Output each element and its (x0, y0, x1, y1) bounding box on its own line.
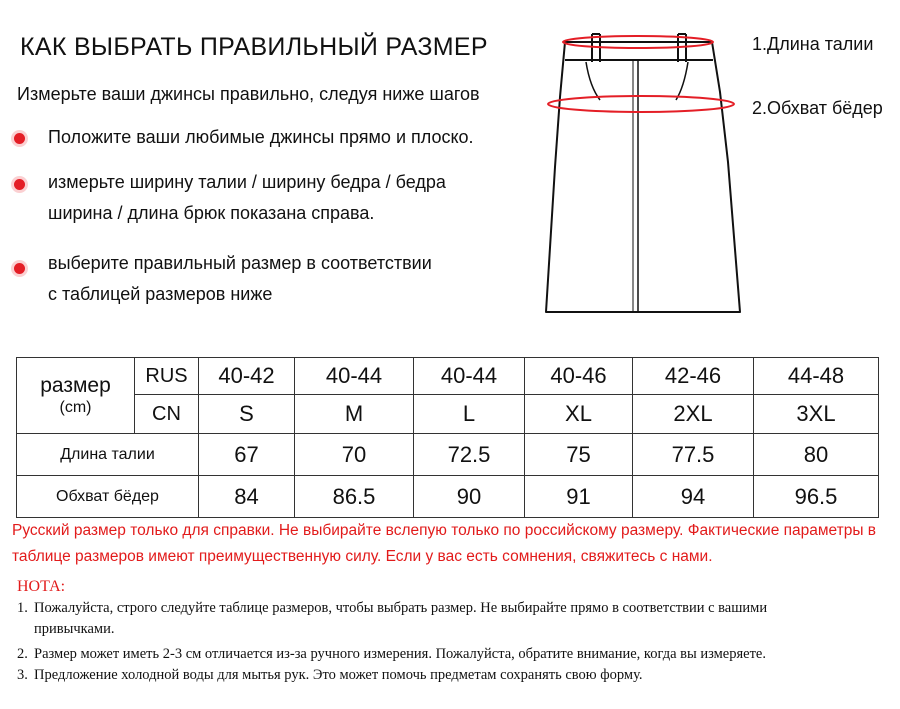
step-2-line-2: ширина / длина брюк показана справа. (48, 203, 375, 223)
step-2-line-1: измерьте ширину талии / ширину бедра / бедра (48, 172, 446, 192)
hip-measure-ellipse (548, 96, 734, 112)
cn-size-cell: M (295, 395, 414, 434)
rus-size-cell: 44-48 (754, 358, 879, 395)
note-number: 1. (17, 600, 28, 616)
waist-value-cell: 75 (525, 434, 633, 476)
cn-size-row (17, 395, 879, 434)
rus-size-cell: 42-46 (633, 358, 754, 395)
hip-row-label: Обхват бёдер (17, 476, 199, 518)
cn-size-cell: 3XL (754, 395, 879, 434)
note-item-1 (17, 598, 767, 640)
step-3-line-2: с таблицей размеров ниже (48, 284, 273, 304)
skirt-diagram (530, 22, 745, 322)
step-1 (48, 122, 474, 153)
skirt-outline (546, 42, 740, 312)
size-disclaimer: Русский размер только для справки. Не выбирайте вслепую только по российскому размеру. Фактические параметры в таблице размеров имеют преимущественную силу. Если у вас есть сомнения, свяжитесь с нами. (12, 522, 877, 565)
hip-value-cell: 91 (525, 476, 633, 518)
waist-value-cell: 70 (295, 434, 414, 476)
rus-size-cell: 40-42 (199, 358, 295, 395)
waist-value-cell: 80 (754, 434, 879, 476)
bullet-icon (14, 263, 25, 274)
hip-girth-label: 2.Обхват бёдер (752, 98, 883, 118)
step-3 (48, 248, 432, 310)
size-corner-cell (17, 358, 135, 434)
page-title: КАК ВЫБРАТЬ ПРАВИЛЬНЫЙ РАЗМЕР (20, 33, 488, 61)
rus-size-cell: 40-44 (295, 358, 414, 395)
waist-value-cell: 77.5 (633, 434, 754, 476)
hip-value-cell: 90 (414, 476, 525, 518)
waist-row (17, 434, 879, 476)
note-number: 3. (17, 667, 28, 683)
step-1-line-1: Положите ваши любимые джинсы прямо и плоско. (48, 127, 474, 147)
waist-length-label: 1.Длина талии (752, 34, 874, 54)
rus-label: RUS (135, 358, 199, 395)
cn-size-cell: S (199, 395, 295, 434)
note-text: Предложение холодной воды для мытья рук. Это может помочь предметам сохранять свою форму. (34, 667, 643, 683)
notes-title: НОТА: (17, 578, 66, 595)
waist-value-cell: 72.5 (414, 434, 525, 476)
bullet-icon (14, 133, 25, 144)
pocket-right (676, 62, 688, 100)
hip-value-cell: 96.5 (754, 476, 879, 518)
bullet-icon (14, 179, 25, 190)
note-text-continued: привычками. (34, 621, 115, 637)
rus-size-cell: 40-44 (414, 358, 525, 395)
rus-size-row (17, 358, 879, 395)
note-text: Пожалуйста, строго следуйте таблице размеров, чтобы выбрать размер. Не выбирайте прямо в соответствии с вашими (34, 600, 768, 616)
step-3-line-1: выберите правильный размер в соответствии (48, 253, 432, 273)
waist-row-label: Длина талии (17, 434, 199, 476)
hip-row (17, 476, 879, 518)
size-table (16, 357, 879, 518)
unit-label: (cm) (59, 398, 92, 416)
note-item-3 (17, 665, 643, 686)
cn-size-cell: L (414, 395, 525, 434)
hip-value-cell: 84 (199, 476, 295, 518)
waist-value-cell: 67 (199, 434, 295, 476)
cn-size-cell: 2XL (633, 395, 754, 434)
step-2 (48, 167, 446, 229)
note-item-2 (17, 644, 766, 665)
note-text: Размер может иметь 2-3 см отличается из-за ручного измерения. Пожалуйста, обратите внимание, когда вы измеряете. (34, 646, 766, 662)
note-number: 2. (17, 646, 28, 662)
size-header: размер (40, 373, 111, 397)
cn-label: CN (135, 395, 199, 434)
pocket-left (586, 62, 600, 100)
rus-size-cell: 40-46 (525, 358, 633, 395)
cn-size-cell: XL (525, 395, 633, 434)
instructions-subtitle: Измерьте ваши джинсы правильно, следуя ниже шагов (17, 84, 480, 104)
hip-value-cell: 94 (633, 476, 754, 518)
hip-value-cell: 86.5 (295, 476, 414, 518)
